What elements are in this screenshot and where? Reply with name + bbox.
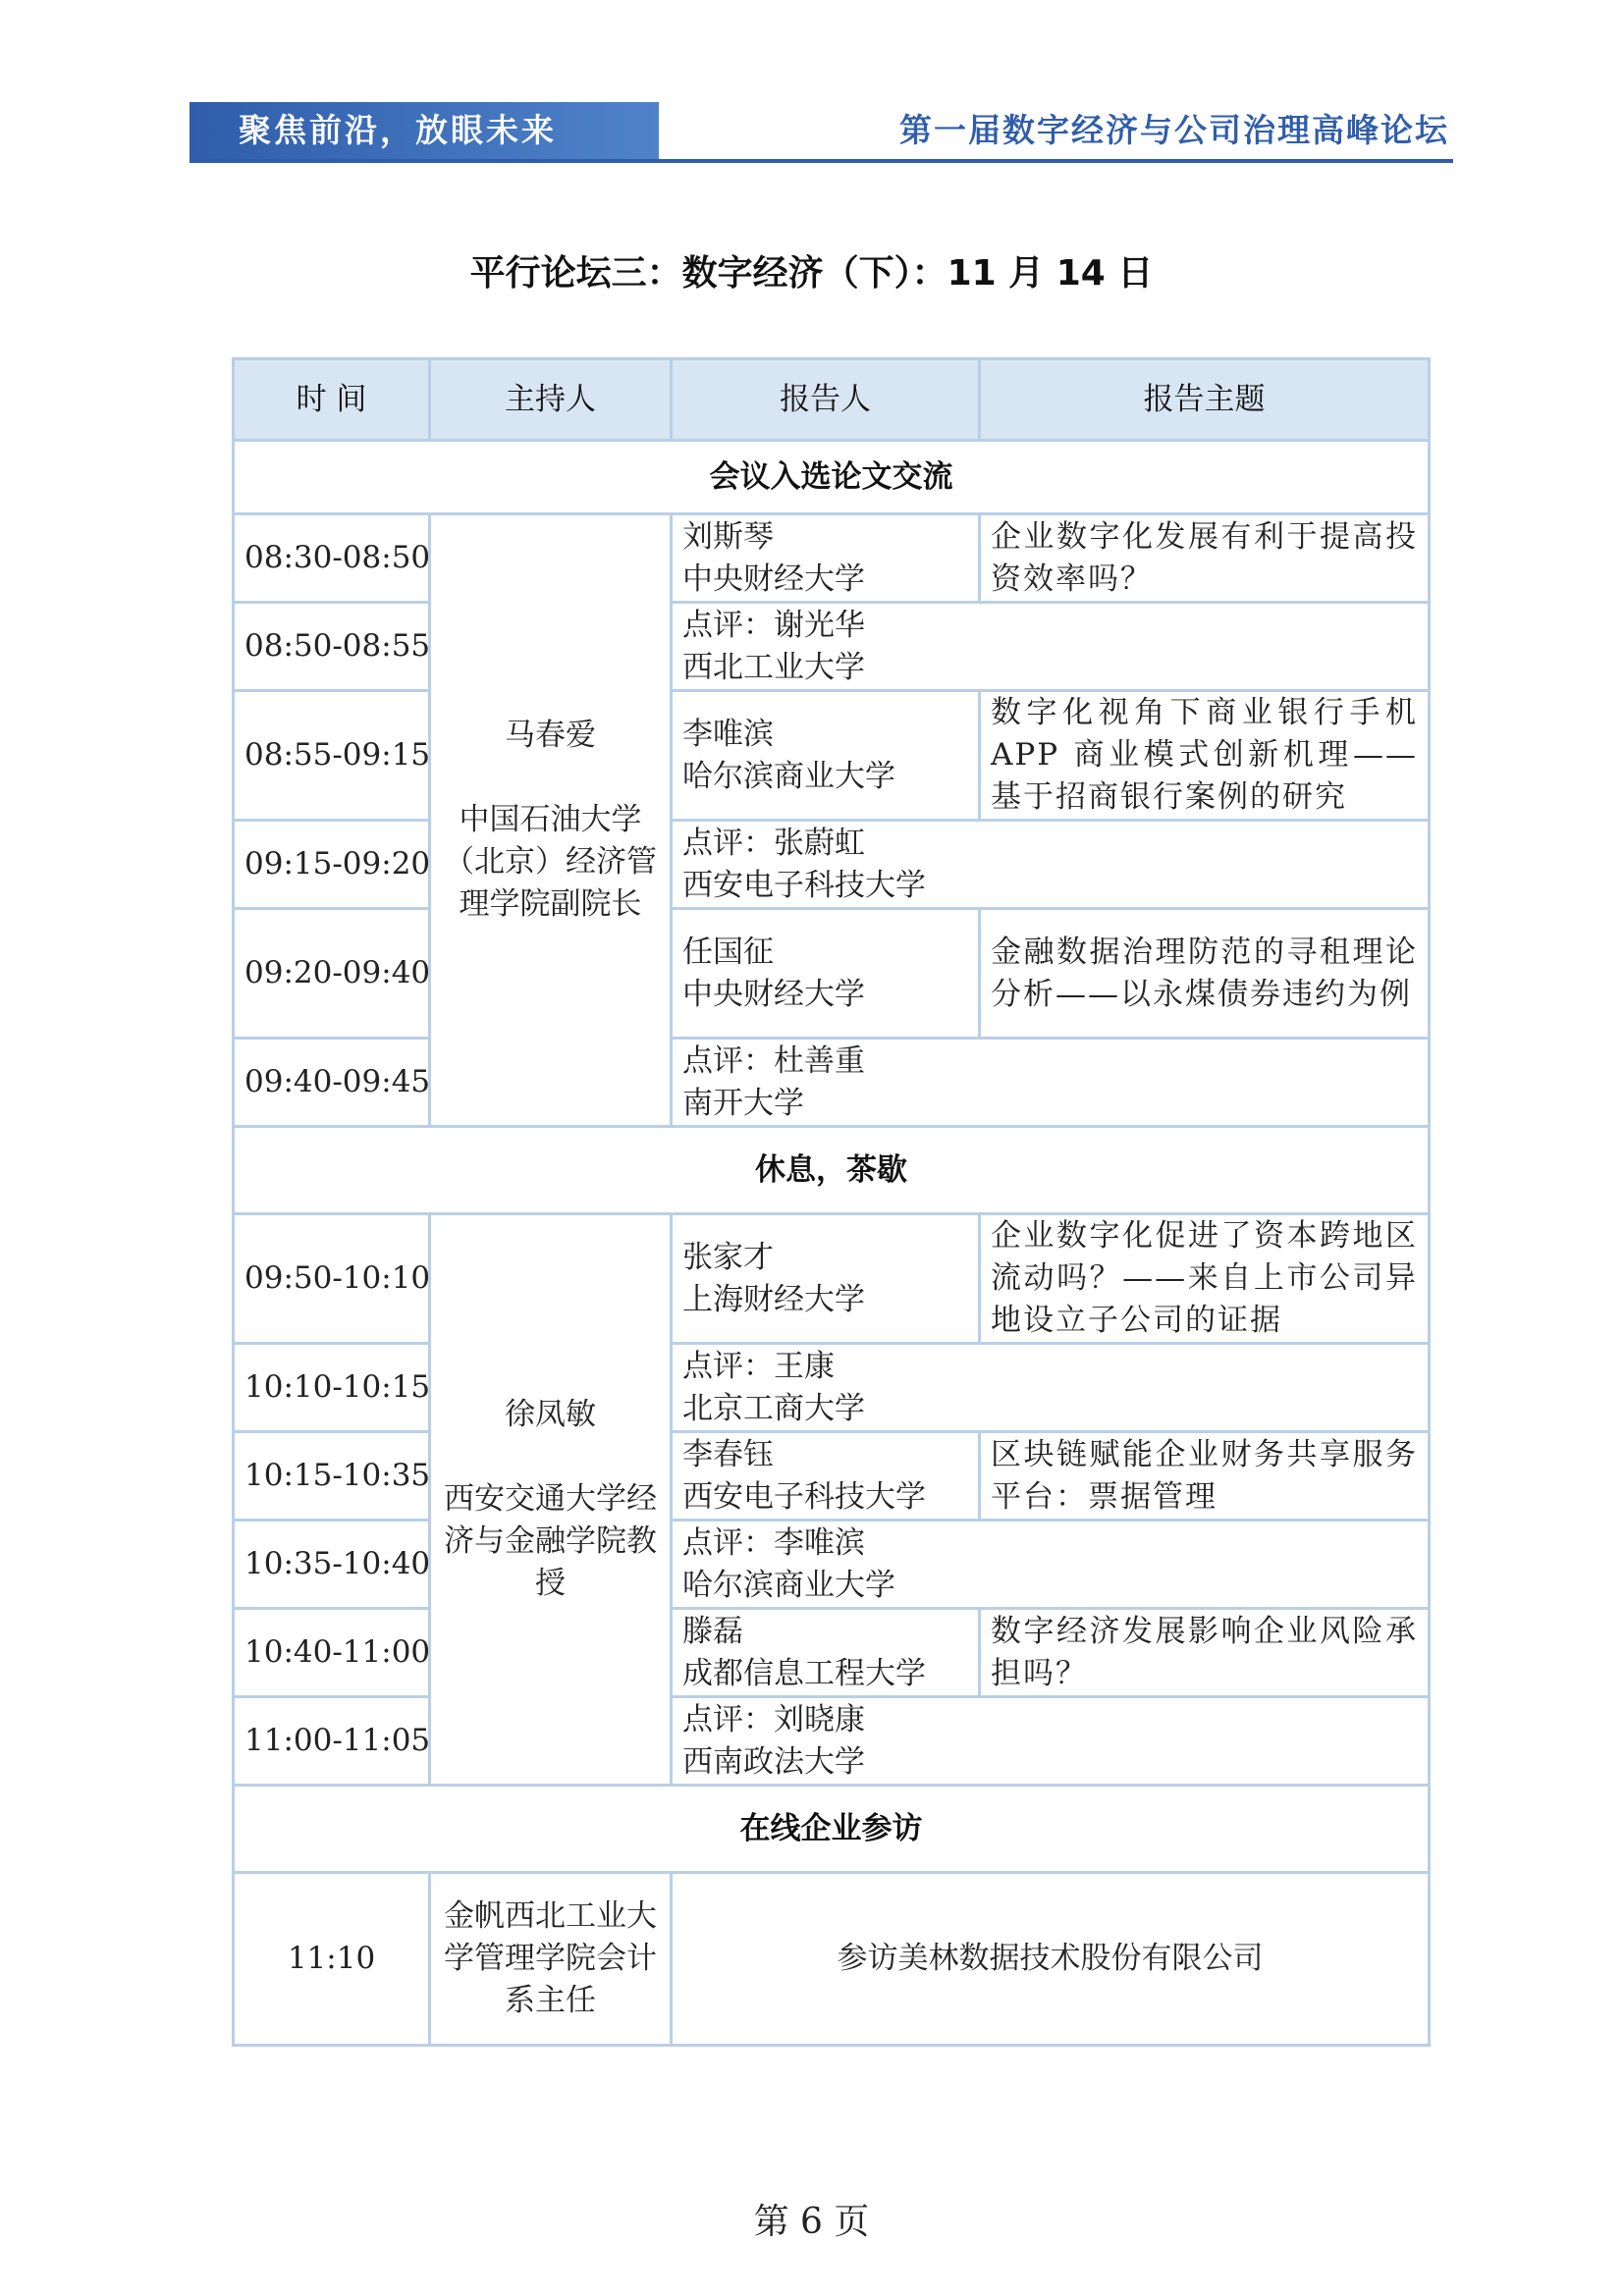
time-cell: 09:20-09:40 [234,909,430,1039]
page-title: 平行论坛三：数字经济（下）：11 月 14 日 [469,253,1154,294]
table-row [234,1344,1430,1432]
comment-cell [672,821,1430,909]
host-affiliation: 中国石油大学（北京）经济管理学院副院长 [444,802,657,922]
table-row [234,1609,1430,1697]
commenter-affiliation: 西安电子科技大学 [682,867,926,903]
host-name: 马春爱 [505,718,596,753]
table-row [234,909,1430,1039]
time-cell: 10:35-10:40 [234,1521,430,1609]
speaker-affiliation: 中央财经大学 [682,976,865,1012]
commenter-name: 点评：李唯滨 [682,1524,865,1561]
speaker-name: 李春钰 [682,1436,774,1472]
table-row [234,514,1430,603]
section-title-visit: 在线企业参访 [234,1786,1430,1873]
comment-cell [672,1697,1430,1786]
time-cell: 11:00-11:05 [234,1697,430,1786]
section-row [234,1127,1430,1214]
commenter-affiliation: 哈尔滨商业大学 [682,1567,895,1603]
speaker-name: 李唯滨 [682,716,774,752]
page-number: 第 6 页 [753,2202,870,2242]
speaker-cell [672,1214,980,1344]
topic-cell: 区块链赋能企业财务共享服务平台：票据管理 [980,1432,1430,1521]
header-host: 主持人 [430,359,672,441]
time-cell: 08:30-08:50 [234,514,430,603]
comment-cell [672,1039,1430,1127]
header-topic: 报告主题 [980,359,1430,441]
comment-cell [672,1521,1430,1609]
commenter-affiliation: 西南政法大学 [682,1743,865,1780]
visit-content-cell: 参访美林数据技术股份有限公司 [672,1873,1430,2046]
topic-cell: 企业数字化促进了资本跨地区流动吗？——来自上市公司异地设立子公司的证据 [980,1214,1430,1344]
speaker-name: 张家才 [682,1239,774,1275]
table-row [234,1873,1430,2046]
comment-cell [672,603,1430,691]
topic-cell: 数字化视角下商业银行手机APP 商业模式创新机理——基于招商银行案例的研究 [980,691,1430,821]
comment-cell [672,1344,1430,1432]
time-cell: 08:50-08:55 [234,603,430,691]
host-cell [430,514,672,1127]
section-row [234,441,1430,514]
speaker-cell [672,691,980,821]
table-row [234,1521,1430,1609]
time-cell: 08:55-09:15 [234,691,430,821]
speaker-affiliation: 西安电子科技大学 [682,1478,926,1515]
speaker-name: 刘斯琴 [682,518,774,555]
speaker-name: 滕磊 [682,1613,743,1649]
table-row [234,1432,1430,1521]
speaker-affiliation: 上海财经大学 [682,1281,865,1317]
table-row [234,1039,1430,1127]
commenter-name: 点评：谢光华 [682,607,865,643]
table-header-row [234,359,1430,441]
section-row [234,1786,1430,1873]
table-row [234,603,1430,691]
time-cell: 09:50-10:10 [234,1214,430,1344]
speaker-cell [672,1432,980,1521]
speaker-cell [672,1609,980,1697]
speaker-cell [672,909,980,1039]
header-time: 时 间 [234,359,430,441]
speaker-cell [672,514,980,603]
topic-cell: 企业数字化发展有利于提高投资效率吗？ [980,514,1430,603]
commenter-name: 点评：张蔚虹 [682,825,865,861]
speaker-affiliation: 哈尔滨商业大学 [682,758,895,794]
commenter-name: 点评：杜善重 [682,1042,865,1079]
host-affiliation: 西安交通大学经济与金融学院教授 [444,1481,657,1601]
section-title-papers: 会议入选论文交流 [234,441,1430,514]
topic-cell: 金融数据治理防范的寻租理论分析——以永煤债券违约为例 [980,909,1430,1039]
host-cell [430,1214,672,1786]
speaker-affiliation: 成都信息工程大学 [682,1655,926,1691]
table-row [234,1697,1430,1786]
host-cell: 金帆西北工业大学管理学院会计系主任 [430,1873,672,2046]
header-slogan: 聚焦前沿，放眼未来 [189,102,659,159]
topic-cell: 数字经济发展影响企业风险承担吗？ [980,1609,1430,1697]
time-cell: 11:10 [234,1873,430,2046]
schedule-table [232,357,1431,2047]
commenter-name: 点评：王康 [682,1348,835,1384]
commenter-name: 点评：刘晓康 [682,1701,865,1737]
header-rule [189,159,1453,163]
speaker-affiliation: 中央财经大学 [682,561,865,597]
time-cell: 10:10-10:15 [234,1344,430,1432]
table-row [234,691,1430,821]
host-name: 徐凤敏 [505,1397,596,1432]
speaker-name: 任国征 [682,934,774,970]
commenter-affiliation: 南开大学 [682,1085,804,1121]
commenter-affiliation: 北京工商大学 [682,1390,865,1426]
time-cell: 10:40-11:00 [234,1609,430,1697]
commenter-affiliation: 西北工业大学 [682,649,865,685]
header-forum-title: 第一届数字经济与公司治理高峰论坛 [899,111,1449,149]
time-cell: 09:15-09:20 [234,821,430,909]
table-row [234,1214,1430,1344]
page-header [189,102,1453,161]
section-title-break: 休息，茶歇 [234,1127,1430,1214]
time-cell: 10:15-10:35 [234,1432,430,1521]
table-row [234,821,1430,909]
time-cell: 09:40-09:45 [234,1039,430,1127]
header-speaker: 报告人 [672,359,980,441]
